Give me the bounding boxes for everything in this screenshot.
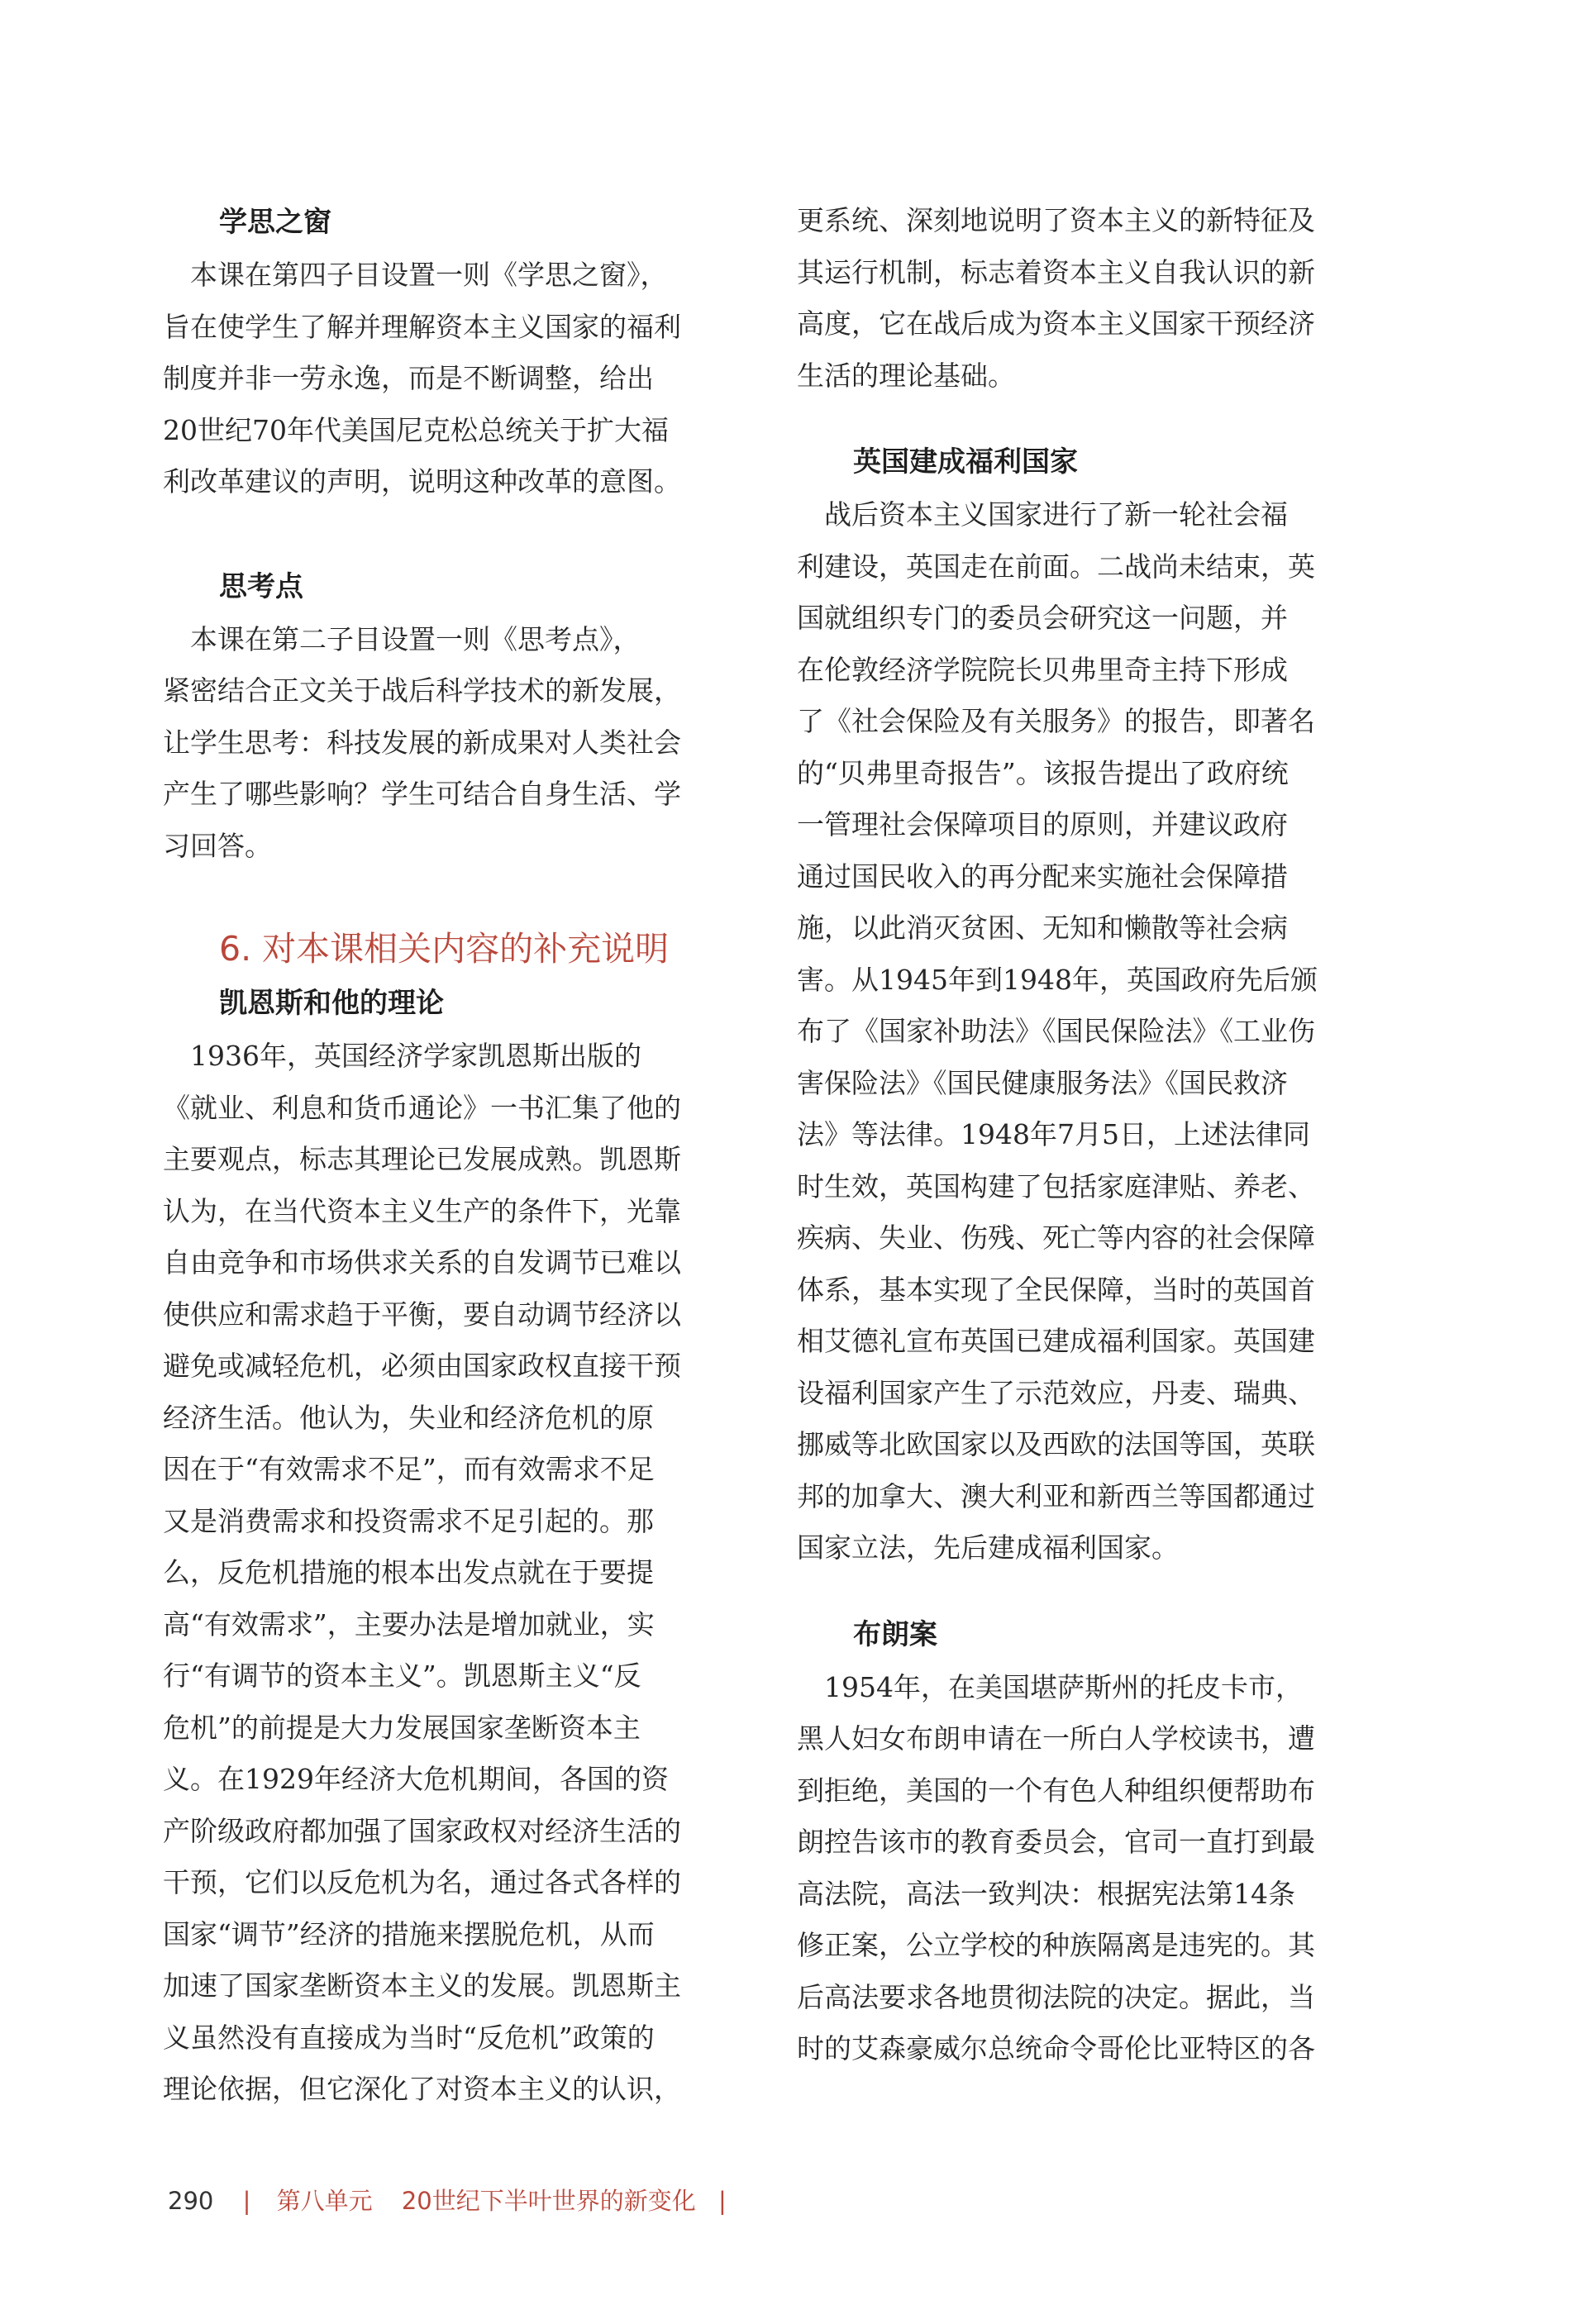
text-line: 让学生思考：科技发展的新成果对人类社会 [163,726,681,759]
paragraph-uk-welfare-state [797,489,1375,1574]
text-line: 义虽然没有直接成为当时“反危机”政策的 [163,2021,655,2054]
text-line: 产生了哪些影响？学生可结合自身生活、学 [163,778,681,810]
text-line: 时的艾森豪威尔总统命令哥伦比亚特区的各 [797,2032,1315,2064]
text-line: 通过国民收入的再分配来实施社会保障措 [797,860,1288,893]
section-heading-supplement: 6. 对本课相关内容的补充说明 [219,929,670,969]
text-line: 自由竞争和市场供求关系的自发调节已难以 [163,1246,681,1279]
text-line: 紧密结合正文关于战后科学技术的新发展， [163,674,681,707]
text-line: 的“贝弗里奇报告”。该报告提出了政府统 [797,756,1289,789]
left-column [163,195,741,2116]
text-line: 《就业、利息和货币通论》一书汇集了他的 [163,1091,681,1124]
paragraph-keynes-continued [797,195,1375,402]
text-line: 国就组织专门的委员会研究这一问题，并 [797,602,1288,634]
text-line: 旨在使学生了解并理解资本主义国家的福利 [163,310,681,343]
footer-divider-end: | [717,2187,727,2215]
text-line: 产阶级政府都加强了国家政权对经济生活的 [163,1814,681,1847]
paragraph-brown-case [797,1662,1375,2075]
text-line: 制度并非一劳永逸，而是不断调整，给出 [163,362,654,394]
text-line: 习回答。 [163,829,272,862]
text-line: 又是消费需求和投资需求不足引起的。那 [163,1504,654,1537]
text-line: 1936年，英国经济学家凯恩斯出版的 [163,1040,641,1072]
text-line: 高度，它在战后成为资本主义国家干预经济 [797,307,1315,340]
heading-uk-welfare-state: 英国建成福利国家 [853,445,1078,479]
text-line: 修正案，公立学校的种族隔离是违宪的。其 [797,1929,1315,1961]
text-line: 黑人妇女布朗申请在一所白人学校读书，遭 [797,1722,1315,1755]
text-line: 利改革建议的声明，说明这种改革的意图。 [163,465,681,498]
text-line: 高法院，高法一致判决：根据宪法第14条 [797,1877,1295,1910]
text-line: 挪威等北欧国家以及西欧的法国等国，英联 [797,1428,1315,1460]
paragraph-keynes-theory [163,1031,741,2116]
text-line: 疾病、失业、伤残、死亡等内容的社会保障 [797,1222,1315,1254]
paragraph-xuesi-zhichuang [163,250,741,508]
text-line: 邦的加拿大、澳大利亚和新西兰等国都通过 [797,1479,1315,1512]
paragraph-sikaodian [163,614,741,873]
text-line: 朗控告该市的教育委员会，官司一直打到最 [797,1826,1315,1858]
text-line: 加速了国家垄断资本主义的发展。凯恩斯主 [163,1969,681,2002]
text-line: 法》等法律。1948年7月5日，上述法律同 [797,1118,1310,1150]
text-line: 经济生活。他认为，失业和经济危机的原 [163,1401,654,1434]
text-line: 利建设，英国走在前面。二战尚未结束，英 [797,550,1315,583]
heading-brown-case: 布朗案 [853,1617,937,1651]
text-line: 布了《国家补助法》《国民保险法》《工业伤 [797,1015,1315,1047]
text-line: 干预，它们以反危机为名，通过各式各样的 [163,1866,681,1898]
text-line: 么，反危机措施的根本出发点就在于要提 [163,1556,654,1588]
text-line: 本课在第二子目设置一则《思考点》， [163,622,641,655]
text-line: 国家“调节”经济的措施来摆脱危机，从而 [163,1917,655,1950]
text-line: 行“有调节的资本主义”。凯恩斯主义“反 [163,1660,641,1692]
text-line: 战后资本主义国家进行了新一轮社会福 [797,498,1288,531]
text-line: 主要观点，标志其理论已发展成熟。凯恩斯 [163,1143,681,1175]
heading-xuesi-zhichuang: 学思之窗 [219,206,331,239]
text-line: 在伦敦经济学院院长贝弗里奇主持下形成 [797,653,1288,686]
text-line: 理论依据，但它深化了对资本主义的认识， [163,2073,681,2105]
text-line: 高“有效需求”，主要办法是增加就业，实 [163,1607,655,1641]
text-line: 本课在第四子目设置一则《学思之窗》， [163,259,668,291]
text-line: 到拒绝，美国的一个有色人种组织便帮助布 [797,1774,1315,1807]
page-footer [168,2176,727,2226]
heading-keynes-theory: 凯恩斯和他的理论 [219,987,444,1020]
text-line: 认为，在当代资本主义生产的条件下，光靠 [163,1194,681,1227]
text-line: 后高法要求各地贯彻法院的决定。据此，当 [797,1980,1315,2013]
text-line: 害保险法》《国民健康服务法》《国民救济 [797,1066,1288,1099]
text-line: 义。在1929年经济大危机期间，各国的资 [163,1763,669,1795]
page-number: 290 [168,2187,214,2215]
text-line: 害。从1945年到1948年，英国政府先后颁 [797,963,1318,996]
text-line: 使供应和需求趋于平衡，要自动调节经济以 [163,1298,681,1331]
text-line: 相艾德礼宣布英国已建成福利国家。英国建 [797,1325,1315,1357]
text-line: 一管理社会保障项目的原则，并建议政府 [797,808,1288,841]
text-line: 体系，基本实现了全民保障，当时的英国首 [797,1273,1315,1306]
right-column [797,195,1375,2075]
text-line: 危机”的前提是大力发展国家垄断资本主 [163,1711,641,1744]
footer-unit: 第八单元 [276,2187,373,2215]
text-line: 生活的理论基础。 [797,359,1015,392]
text-line: 国家立法，先后建成福利国家。 [797,1531,1179,1564]
text-line: 20世纪70年代美国尼克松总统关于扩大福 [163,413,669,446]
text-line: 施，以此消灭贫困、无知和懒散等社会病 [797,912,1288,944]
text-line: 设福利国家产生了示范效应，丹麦、瑞典、 [797,1376,1315,1409]
text-line: 了《社会保险及有关服务》的报告，即著名 [797,705,1315,737]
footer-unit-title: 20世纪下半叶世界的新变化 [401,2187,696,2215]
text-line: 时生效，英国构建了包括家庭津贴、养老、 [797,1169,1315,1202]
text-line: 因在于“有效需求不足”，而有效需求不足 [163,1453,655,1485]
text-line: 避免或减轻危机，必须由国家政权直接干预 [163,1350,681,1382]
text-line: 其运行机制，标志着资本主义自我认识的新 [797,255,1315,288]
heading-sikaodian: 思考点 [219,569,303,603]
text-line: 更系统、深刻地说明了资本主义的新特征及 [797,204,1315,236]
footer-divider: | [242,2187,251,2215]
text-line: 1954年，在美国堪萨斯州的托皮卡市， [797,1670,1303,1703]
